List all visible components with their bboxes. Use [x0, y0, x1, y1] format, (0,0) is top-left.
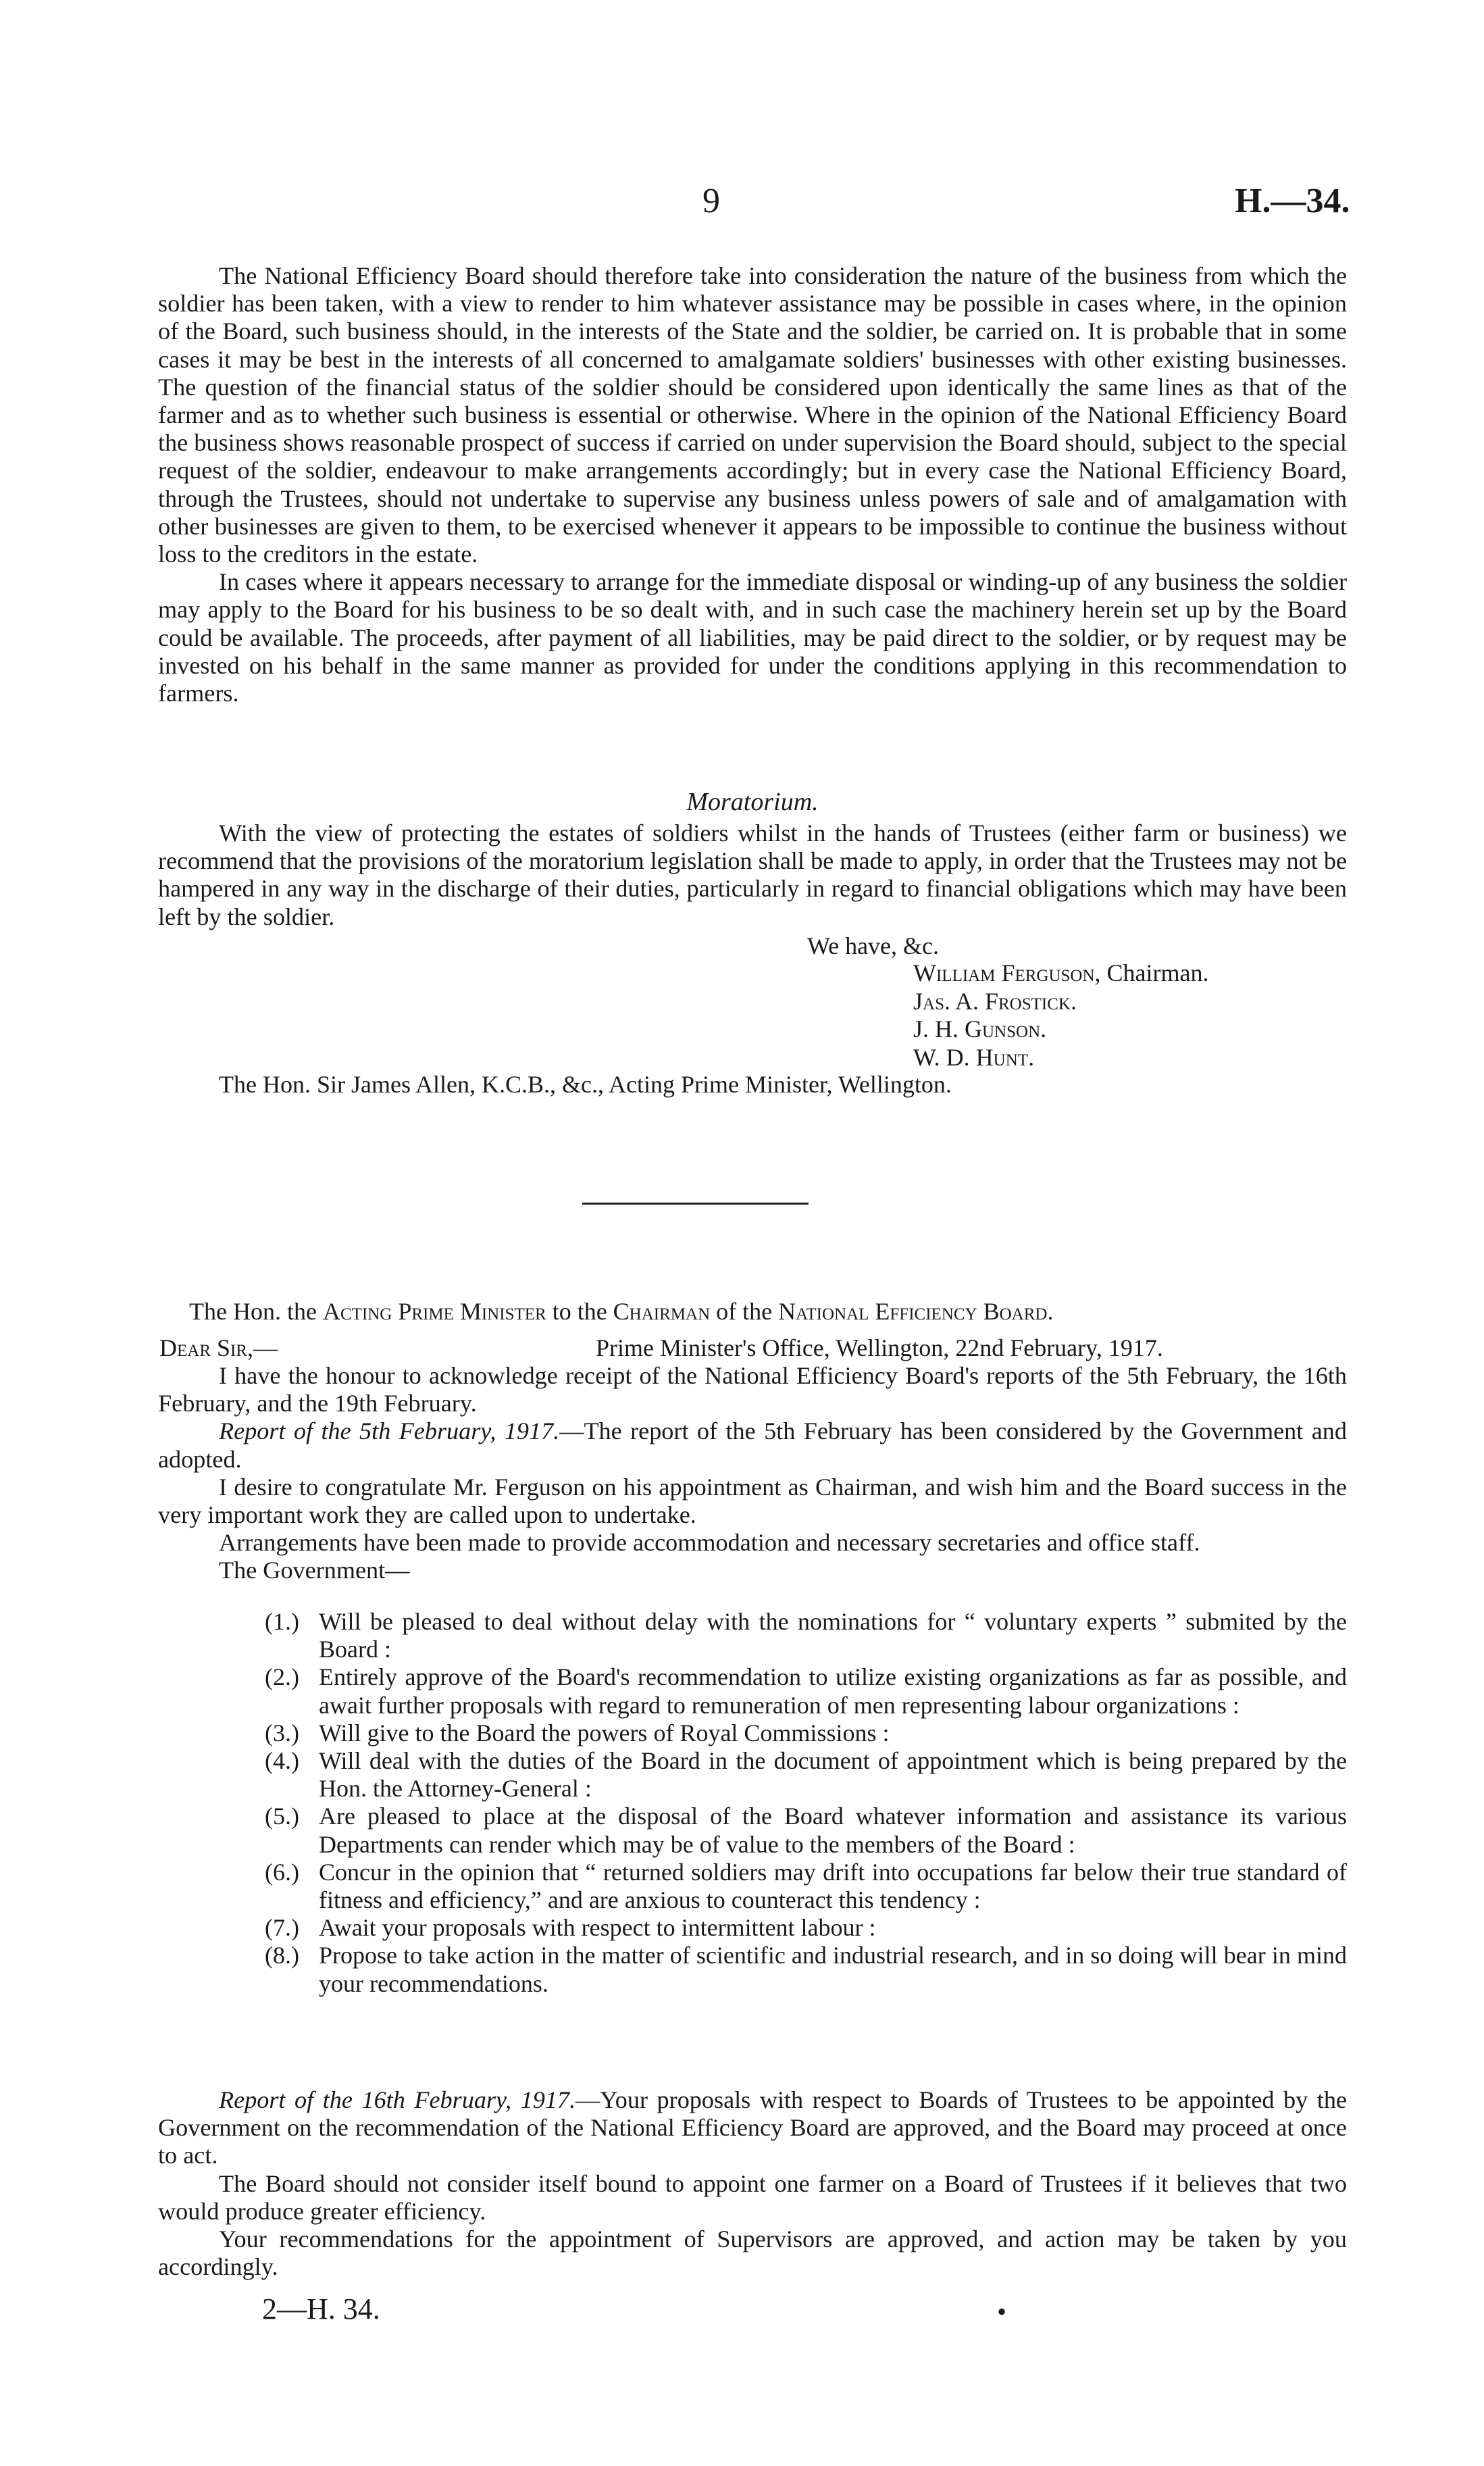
list-item: (2.) Entirely approve of the Board's recommendation to utilize existing organizations as far as possible, and await further proposals with regard to remuneration of men representing labour organizations :: [265, 1663, 1347, 1719]
dot-mark: •: [997, 2296, 1007, 2327]
closing: We have, &c.: [807, 932, 940, 959]
signatory: J. H. Gunson.: [913, 1015, 1047, 1042]
document-reference: H.—34.: [1235, 182, 1350, 220]
paragraph-supervisors: Your recommendations for the appointment of Supervisors are approved, and action may be taken by you accordingly.: [158, 2225, 1347, 2281]
salutation: Dear Sir,—: [159, 1334, 278, 1361]
moratorium-heading: Moratorium.: [686, 788, 819, 816]
government-list: [265, 1608, 1347, 1998]
list-item: (4.) Will deal with the duties of the Board in the document of appointment which is being prepared by the Hon. the Attorney-General :: [265, 1747, 1347, 1803]
paragraph-acknowledge: I have the honour to acknowledge receipt of the National Efficiency Board's reports of the 5th February, the 16th February, and the 19th February.: [158, 1362, 1347, 1417]
paragraph-winding-up: In cases where it appears necessary to arrange for the immediate disposal or winding-up of any business the soldier may apply to the Board for his business to be so dealt with, and in such case the machinery herein set up by the Board could be available. The proceeds, after payment of all liabilities, may be paid direct to the soldier, or by request may be invested on his behalf in the same manner as provided for under the conditions applying in this recommendation to farmers.: [158, 568, 1347, 707]
moratorium-body: [158, 820, 1347, 931]
signatory: W. D. Hunt.: [913, 1043, 1035, 1071]
page-number: 9: [702, 182, 720, 220]
letter-heading: The Hon. the Acting Prime Minister to the Chairman of the National Efficiency Board.: [189, 1298, 1054, 1325]
paragraph-report-16th: Report of the 16th February, 1917.—Your proposals with respect to Boards of Trustees to be appointed by the Government on the recommendation of the National Efficiency Board are approved, and the Board may proceed at once to act.: [158, 2086, 1347, 2169]
paragraph-trustees: The Board should not consider itself bound to appoint one farmer on a Board of Trustees if it believes that two would produce greater efficiency.: [158, 2169, 1347, 2225]
dateline: Prime Minister's Office, Wellington, 22nd February, 1917.: [596, 1334, 1163, 1361]
section-divider: [582, 1203, 809, 1205]
list-item: (6.) Concur in the opinion that “ returned soldiers may drift into occupations far below their true standard of fitness and efficiency,” and are anxious to counteract this tendency :: [265, 1858, 1347, 1914]
letter-body-continued: [158, 2086, 1347, 2281]
list-item: (1.) Will be pleased to deal without delay with the nominations for “ voluntary experts ” submited by the Board :: [265, 1608, 1347, 1663]
paragraph-report-5th: Report of the 5th February, 1917.—The report of the 5th February has been considered by the Government and adopted.: [158, 1417, 1347, 1473]
paragraph-congratulate: I desire to congratulate Mr. Ferguson on his appointment as Chairman, and wish him and the Board success in the very important work they are called upon to undertake.: [158, 1473, 1347, 1529]
addressee-line: The Hon. Sir James Allen, K.C.B., &c., Acting Prime Minister, Wellington.: [219, 1071, 952, 1098]
report-body: [158, 262, 1347, 707]
paragraph-arrangements: Arrangements have been made to provide accommodation and necessary secretaries and office staff.: [219, 1529, 1200, 1557]
list-item: (7.) Await your proposals with respect to intermittent labour :: [265, 1914, 876, 1942]
list-item: (8.) Propose to take action in the matter of scientific and industrial research, and in so doing will bear in mind your recommendations.: [265, 1942, 1347, 1997]
list-item: (3.) Will give to the Board the powers of Royal Commissions :: [265, 1719, 890, 1746]
signatory: William Ferguson, Chairman.: [913, 959, 1209, 986]
signature-mark: 2—H. 34.: [262, 2292, 380, 2325]
letter-body: [158, 1362, 1347, 1585]
list-item: (5.) Are pleased to place at the disposal of the Board whatever information and assistance its various Departments can render which may be of value to the members of the Board :: [265, 1803, 1347, 1858]
signature-block: [913, 959, 1209, 1072]
paragraph-business: The National Efficiency Board should therefore take into consideration the nature of the business from which the soldier has been taken, with a view to render to him whatever assistance may be possible in cases where, in the opinion of the Board, such business should, in the interests of the State and the soldier, be carried on. It is probable that in some cases it may be best in the interests of all concerned to amalgamate soldiers' businesses with other existing businesses. The question of the financial status of the soldier should be considered upon identically the same lines as that of the farmer and as to whether such business is essential or otherwise. Where in the opinion of the National Efficiency Board the business shows reasonable prospect of success if carried on under supervision the Board should, subject to the special request of the soldier, endeavour to make arrangements accordingly; but in every case the National Efficiency Board, through the Trustees, should not undertake to supervise any business unless powers of sale and of amalgamation with other businesses are given to them, to be exercised whenever it appears to be impossible to continue the business without loss to the creditors in the estate.: [158, 262, 1347, 568]
government-intro: The Government—: [219, 1557, 410, 1584]
signatory: Jas. A. Frostick.: [913, 987, 1077, 1015]
paragraph-moratorium: With the view of protecting the estates of soldiers whilst in the hands of Trustees (either farm or business) we recommend that the provisions of the moratorium legislation shall be made to apply, in order that the Trustees may not be hampered in any way in the discharge of their duties, particularly in regard to financial obligations which may have been left by the soldier.: [158, 820, 1347, 930]
